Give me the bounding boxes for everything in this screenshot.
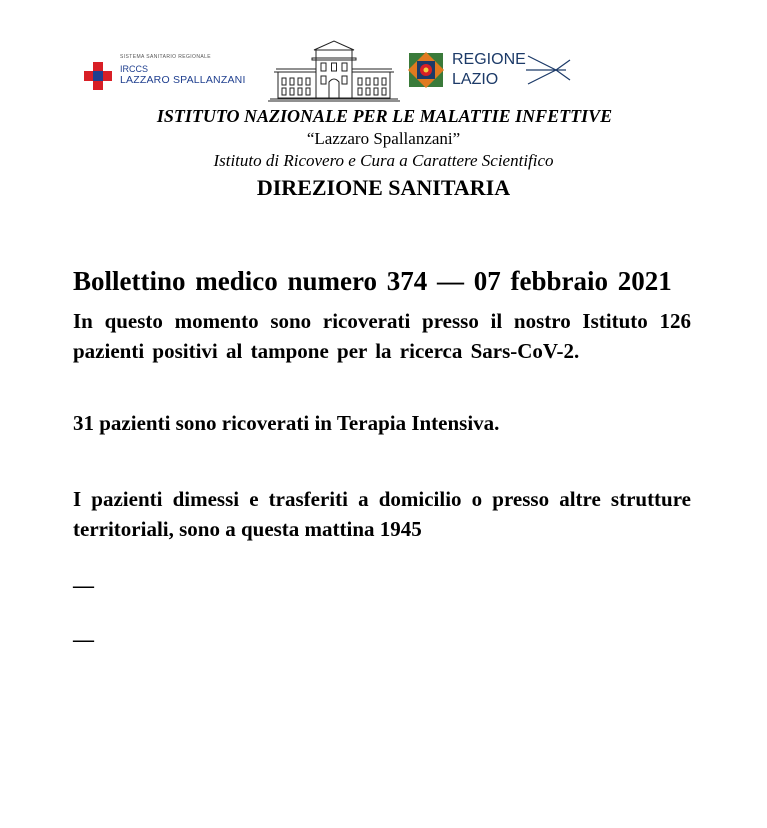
regione-lazio-name: REGIONE LAZIO — [452, 51, 526, 88]
bulletin-paragraph-discharged: I pazienti dimessi e trasferiti a domicilio o presso altre strutture territoriali, sono a questa mattina 1945 — [73, 487, 691, 541]
regione-lazio-lines-icon — [526, 46, 572, 94]
regione-lazio-logo — [406, 46, 574, 96]
institute-description: Istituto di Ricovero e Cura a Carattere Scientifico — [213, 151, 554, 170]
bulletin-paragraph-intensive-care: 31 pazienti sono ricoverati in Terapia Intensiva. — [73, 411, 500, 435]
irccs-name: LAZZARO SPALLANZANI — [120, 74, 246, 86]
letterhead — [0, 104, 767, 202]
irccs-label: IRCCS — [120, 64, 149, 74]
logo-row — [84, 38, 574, 104]
red-cross-icon — [84, 62, 112, 90]
bulletin-title: Bollettino medico numero 374 — 07 febbraio 2021 — [73, 266, 672, 296]
bulletin-body — [73, 264, 691, 654]
regione-lazio-emblem-icon — [406, 50, 446, 90]
irccs-spallanzani-logo — [84, 54, 254, 88]
institute-name: ISTITUTO NAZIONALE PER LE MALATTIE INFETTIVE — [156, 106, 613, 126]
bulletin-paragraph-hospitalized: In questo momento sono ricoverati presso il nostro Istituto 126 pazienti positivi al tampone per la ricerca Sars-CoV-2. — [73, 309, 691, 363]
department-title: DIREZIONE SANITARIA — [256, 175, 511, 200]
building-icon — [268, 38, 400, 102]
separator-dash: — — [73, 573, 94, 597]
institute-subtitle: “Lazzaro Spallanzani” — [306, 129, 461, 148]
separator-dash: — — [73, 627, 94, 651]
irccs-small-text: SISTEMA SANITARIO REGIONALE — [120, 54, 212, 60]
